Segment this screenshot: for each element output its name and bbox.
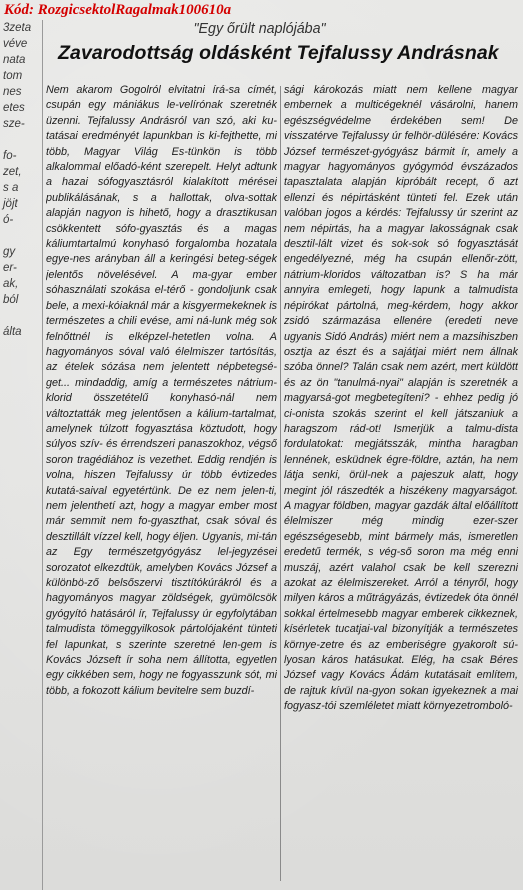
adjacent-fragment-line: zet, xyxy=(3,166,22,178)
adjacent-fragment-line: véve xyxy=(3,38,28,50)
adjacent-fragment-line xyxy=(0,228,42,244)
adjacent-fragment-line xyxy=(0,340,42,356)
article-column-2 xyxy=(284,83,518,888)
adjacent-fragment-line: ak, xyxy=(3,278,19,290)
article-text-col2: sági károkozás miatt nem kellene magyar embernek a multicégeknél vásárolni, hanem egészségvédelme érdekében sem! De visszatérve Tejfalussy úr felhör-dülésére: Kovács József természet-gyógyász bármit ír, amely a magyar hagyományos gyógymód évszázados tapasztalata alapján kipróbált recept, ő azt ellenzi és népirtásként tünteti fel. Ezek után valóban jogos a kérdés: Tejfalussy úr szerint az nem népirtás, ha a magyar lakosságnak csak desztil-lált vizet és sok-sok só fogyasztását engedélyezné, még ha csupán ellenőr-zött, nátrium-kloridos változatban is? S ha már annyira emlegeti, hogy lapunk a talmudista népirókat pártolná, meg-kérdem, hogy akkor zsidó származása ellenére (eredeti neve ugyanis Sidó András) miért nem a mazsihiszben osztja az észt és a sajátjai miért nem állnak szóba önnel? Talán csak nem azért, mert küldött és az ön "tanulmá-nyai" alapján is szeretnék a magyarsá-got megbetegíteni? - ehhez pedig jó ci-onista szokás szerint el kell játszaniuk a haragszom rád-ot! Ismerjük a talmu-dista fordulatokat: megjátsszák, mintha haragban lennének, esküdnek égre-földre, aztán, ha nem látja senki, örül-nek a pajeszuk alatt, hogy megint jól rászedték a hiszékeny magyarságot. A magyar földben, magyar gazdák által előállított élelmiszer még mindig ezer-szer egészségesebb, mint bármely más, ismeretlen eredetű termék, s vég-ső soron ma még enni muszáj, azért valahol csak be kell szerezni azokat az élelmiszereket. Arról a tényről, hogy milyen káros a műtrágyázás, évtizedek óta önnél sokkal értelmesebb magyar emberek cikkeznek, kísérletek tucatjai-val bizonyítják a természetes környe-zetre és az emberiségre gyakorolt sú-lyosan káros hatásukat. Elég, ha csak Béres József vagy Kovács Ádám kutatásait említem, de rajtuk kívül na-gyon sokan igyekeznek a mai fogyasz-tói szemléletet miatt környezetromboló- xyxy=(284,84,518,713)
adjacent-fragment-line: etes xyxy=(3,102,25,114)
adjacent-fragment-line xyxy=(0,420,42,436)
adjacent-fragment-line: er- xyxy=(3,262,17,274)
kicker: "Egy őrült naplójába" xyxy=(193,20,326,37)
code-label: Kód: RozgicsektolRagalmak100610a xyxy=(4,2,232,18)
adjacent-fragment-line: ból xyxy=(3,294,19,306)
adjacent-fragment-line: s a xyxy=(3,182,19,194)
adjacent-fragment-line: jöjt xyxy=(3,198,18,210)
adjacent-fragment-line: 3zeta xyxy=(3,22,32,34)
adjacent-fragment-line xyxy=(0,356,42,372)
adjacent-fragment-line: nata xyxy=(3,54,26,66)
adjacent-fragment-line xyxy=(0,388,42,404)
column-divider xyxy=(280,86,281,881)
article-column-1 xyxy=(46,83,277,888)
adjacent-fragment-line: tom xyxy=(3,70,23,82)
adjacent-fragment-line xyxy=(0,404,42,420)
adjacent-fragment-line: fo- xyxy=(3,150,17,162)
adjacent-fragment-line xyxy=(0,132,42,148)
article-text-col1: Nem akarom Gogolról elvitatni írá-sa címét, csupán egy mániákus le-velírónak szeretnék üzenni. Tejfalussy Andrásról van szó, aki ku-tatásai eredményét lapunkban is ki-fejthette, mi több, Magyar Világ Es-tünkön is több alkalommal előadó-ként szerepelt. Helyt adtunk a hazai sófogyasztásról kialakított mérései publikálásának, s a hallottak, olva-sottak alapján nagyon is hihető, hogy a drasztikusan csökkentett sófo-gyasztás és a magas káliumtartalmú konyhasó forgalomba hozatala egye-nes arányban áll a keringési beteg-ségek jelentős növelésével. A ma-gyar ember sóhasználati szokása el-térő - gondoljunk csak bele, a mexi-kóiaknál már a kisgyermekeknek is természetes a chili evése, ami ná-lunk még sok felnőttnél is elképzel-hetetlen volna. A hagyományos sóval való élelmiszer tartósítás, az ételek sózása nem jelentett népbetegsé-get... mindaddig, amíg a természetes nátrium-klorid összetételű konyhasó-nál nem változtatták meg jelentősen a kálium-tartalmat, amelynek túlzott fogyasztása köztudott, hogy súlyos szív- és érrendszeri panaszokhoz, végső soron tragédiához is vezethet. Eddig rendjén is volna, hiszen Tejfalussy úr több évtizedes kutatá-saival egyetértünk. De ez nem jelen-ti, nem jelenthetí azt, hogy a magyar ember most már semmit nem fo-gyaszthat, csak sóval és desztillált vízzel kell, hogy éljen. Ugyanis, mi-tán az Egy természetgyógyász lel-jegyzései sorozatot elkezdtük, amelyben Kovács József a különbö-ző belsőszervi tisztítókúrákról és a hagyományos magyar zöldségek, gyümölcsök gyógyító hatásáról ír, Tejfalussy úr egyfolytában talmudista tömeggyilkosok pártolójaként tünteti fel lapunkat, s szerinte szeretné len-gem is Kovács Józseft ír soha nem állította, egyetlen egy cikkében sem, hogy ne fogyasszunk sót, mi több, a fokozott kálium bevitelre sem buzdí- xyxy=(46,84,277,697)
adjacent-fragment-line: gy xyxy=(3,246,16,258)
adjacent-fragment-line xyxy=(0,372,42,388)
adjacent-fragment-line: sze- xyxy=(3,118,25,130)
adjacent-fragment-line: álta xyxy=(3,326,22,338)
adjacent-fragment-line: nes xyxy=(3,86,22,98)
adjacent-fragment-line xyxy=(0,308,42,324)
headline: Zavarodottság oldásként Tejfalussy Andrásnak xyxy=(58,42,499,64)
adjacent-fragment-line: ó- xyxy=(3,214,14,226)
adjacent-column-fragment xyxy=(0,20,43,890)
